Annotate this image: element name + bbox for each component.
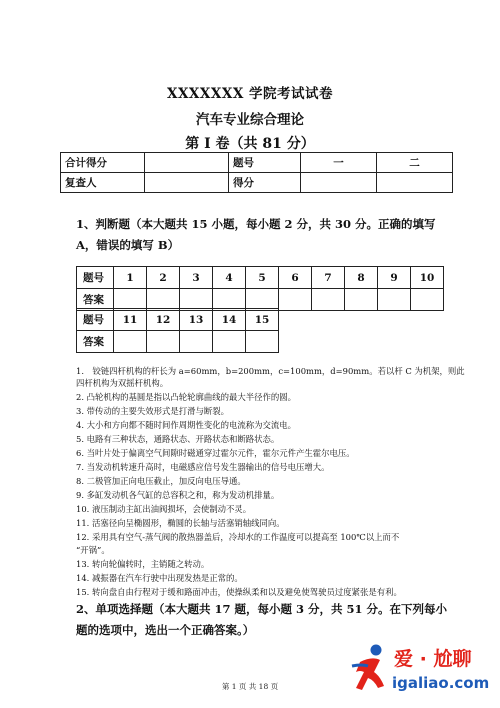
question-line: 6. 当叶片处于偏离空气间隙时磁通穿过霍尔元件，霍尔元件产生霍尔电压。	[76, 448, 355, 458]
question-line: 15. 转向盘自由行程对于缓和路面冲击，使操纵柔和以及避免使驾驶员过度紧张是有利。	[76, 587, 402, 597]
reviewer-cell[interactable]	[145, 173, 229, 193]
question-line: 11. 活塞径向呈椭圆形，椭圆的长轴与活塞销轴线同向。	[76, 518, 285, 528]
question-number: 11	[114, 309, 147, 331]
number-row-label: 题号	[77, 309, 114, 331]
watermark-url: igaliao.com	[392, 674, 490, 692]
reviewer-label: 复查人	[61, 173, 145, 193]
col-one-header: 一	[301, 153, 377, 173]
answer-table-2	[76, 308, 279, 353]
question-number: 2	[147, 267, 180, 289]
school-title: XXXXXXX 学院考试试卷	[166, 86, 334, 102]
section2-instruction: 2、单项选择题（本大题共 17 题，每小题 3 分，共 51 分。在下列每小题的选项中，选出一个正确答案。）	[76, 602, 448, 637]
score-cell-two[interactable]	[377, 173, 453, 193]
question-line: 2. 凸轮机构的基圆是指以凸轮轮廓曲线的最大半径作的圆。	[76, 392, 297, 402]
subject-title: 汽车专业综合理论	[196, 112, 304, 128]
answer-table-1	[76, 266, 444, 311]
question-line: “开锅”。	[76, 545, 110, 555]
score-label: 得分	[229, 173, 301, 193]
answer-cell[interactable]	[312, 289, 345, 311]
question-line: 13. 转向轮偏转时，主销随之转动。	[76, 559, 210, 569]
answer-row-label: 答案	[77, 289, 114, 311]
answer-cell[interactable]	[114, 331, 147, 353]
answer-cell[interactable]	[147, 331, 180, 353]
question-number: 14	[213, 309, 246, 331]
page-footer: 第 1 页 共 18 页	[221, 682, 279, 691]
question-number: 4	[213, 267, 246, 289]
question-number: 1	[114, 267, 147, 289]
question-line: 12. 采用具有空气-蒸气阀的散热器盖后，冷却水的工作温度可以提高至 100℃以上而不	[76, 532, 400, 542]
watermark-site-name: 爱 · 尬聊	[394, 648, 472, 670]
question-line: 四杆机构为双摇杆机构。	[76, 378, 169, 388]
score-table-row	[61, 173, 453, 193]
question-line: 9. 多缸发动机各气缸的总容积之和，称为发动机排量。	[76, 490, 280, 500]
running-figure-logo-icon	[350, 642, 392, 696]
question-line: 14. 减振器在汽车行驶中出现发热是正常的。	[76, 573, 243, 583]
question-line: 10. 液压制动主缸出油阀损坏，会使制动不灵。	[76, 504, 252, 514]
question-line: 4. 大小和方向都不随时间作周期性变化的电流称为交流电。	[76, 420, 297, 430]
question-number: 9	[378, 267, 411, 289]
answer-number-row	[77, 309, 279, 331]
question-line: 5. 电路有三种状态，通路状态、开路状态和断路状态。	[76, 434, 280, 444]
volume-title: 第 I 卷（共 81 分）	[185, 136, 315, 152]
answer-cell[interactable]	[345, 289, 378, 311]
question-line: 1. 铰链四杆机构的杆长为 a=60mm，b=200mm，c=100mm，d=90mm。若以杆 C 为机架，则此	[76, 366, 465, 376]
question-no-label: 题号	[229, 153, 301, 173]
answer-row-label: 答案	[77, 331, 114, 353]
question-number: 15	[246, 309, 279, 331]
answer-number-row	[77, 267, 444, 289]
question-number: 12	[147, 309, 180, 331]
question-number: 13	[180, 309, 213, 331]
answer-cell[interactable]	[246, 331, 279, 353]
answer-cell[interactable]	[213, 331, 246, 353]
answer-cell[interactable]	[411, 289, 444, 311]
answer-cell[interactable]	[180, 331, 213, 353]
answer-row	[77, 331, 279, 353]
col-two-header: 二	[377, 153, 453, 173]
watermark	[350, 638, 498, 702]
total-score-cell[interactable]	[145, 153, 229, 173]
question-number: 7	[312, 267, 345, 289]
question-number: 8	[345, 267, 378, 289]
section1-instruction: 1、判断题（本大题共 15 小题，每小题 2 分，共 30 分。正确的填写 A，错误的填写 B）	[76, 217, 436, 252]
answer-cell[interactable]	[279, 289, 312, 311]
question-number: 3	[180, 267, 213, 289]
question-number: 10	[411, 267, 444, 289]
question-line: 3. 带传动的主要失效形式是打滑与断裂。	[76, 406, 230, 416]
question-number: 5	[246, 267, 279, 289]
answer-cell[interactable]	[378, 289, 411, 311]
question-line: 7. 当发动机转速升高时，电磁感应信号发生器输出的信号电压增大。	[76, 462, 330, 472]
number-row-label: 题号	[77, 267, 114, 289]
question-number: 6	[279, 267, 312, 289]
total-score-label: 合计得分	[61, 153, 145, 173]
score-table-row	[61, 153, 453, 173]
score-cell-one[interactable]	[301, 173, 377, 193]
score-table	[60, 152, 453, 193]
question-line: 8. 二极管加正向电压截止，加反向电压导通。	[76, 476, 246, 486]
